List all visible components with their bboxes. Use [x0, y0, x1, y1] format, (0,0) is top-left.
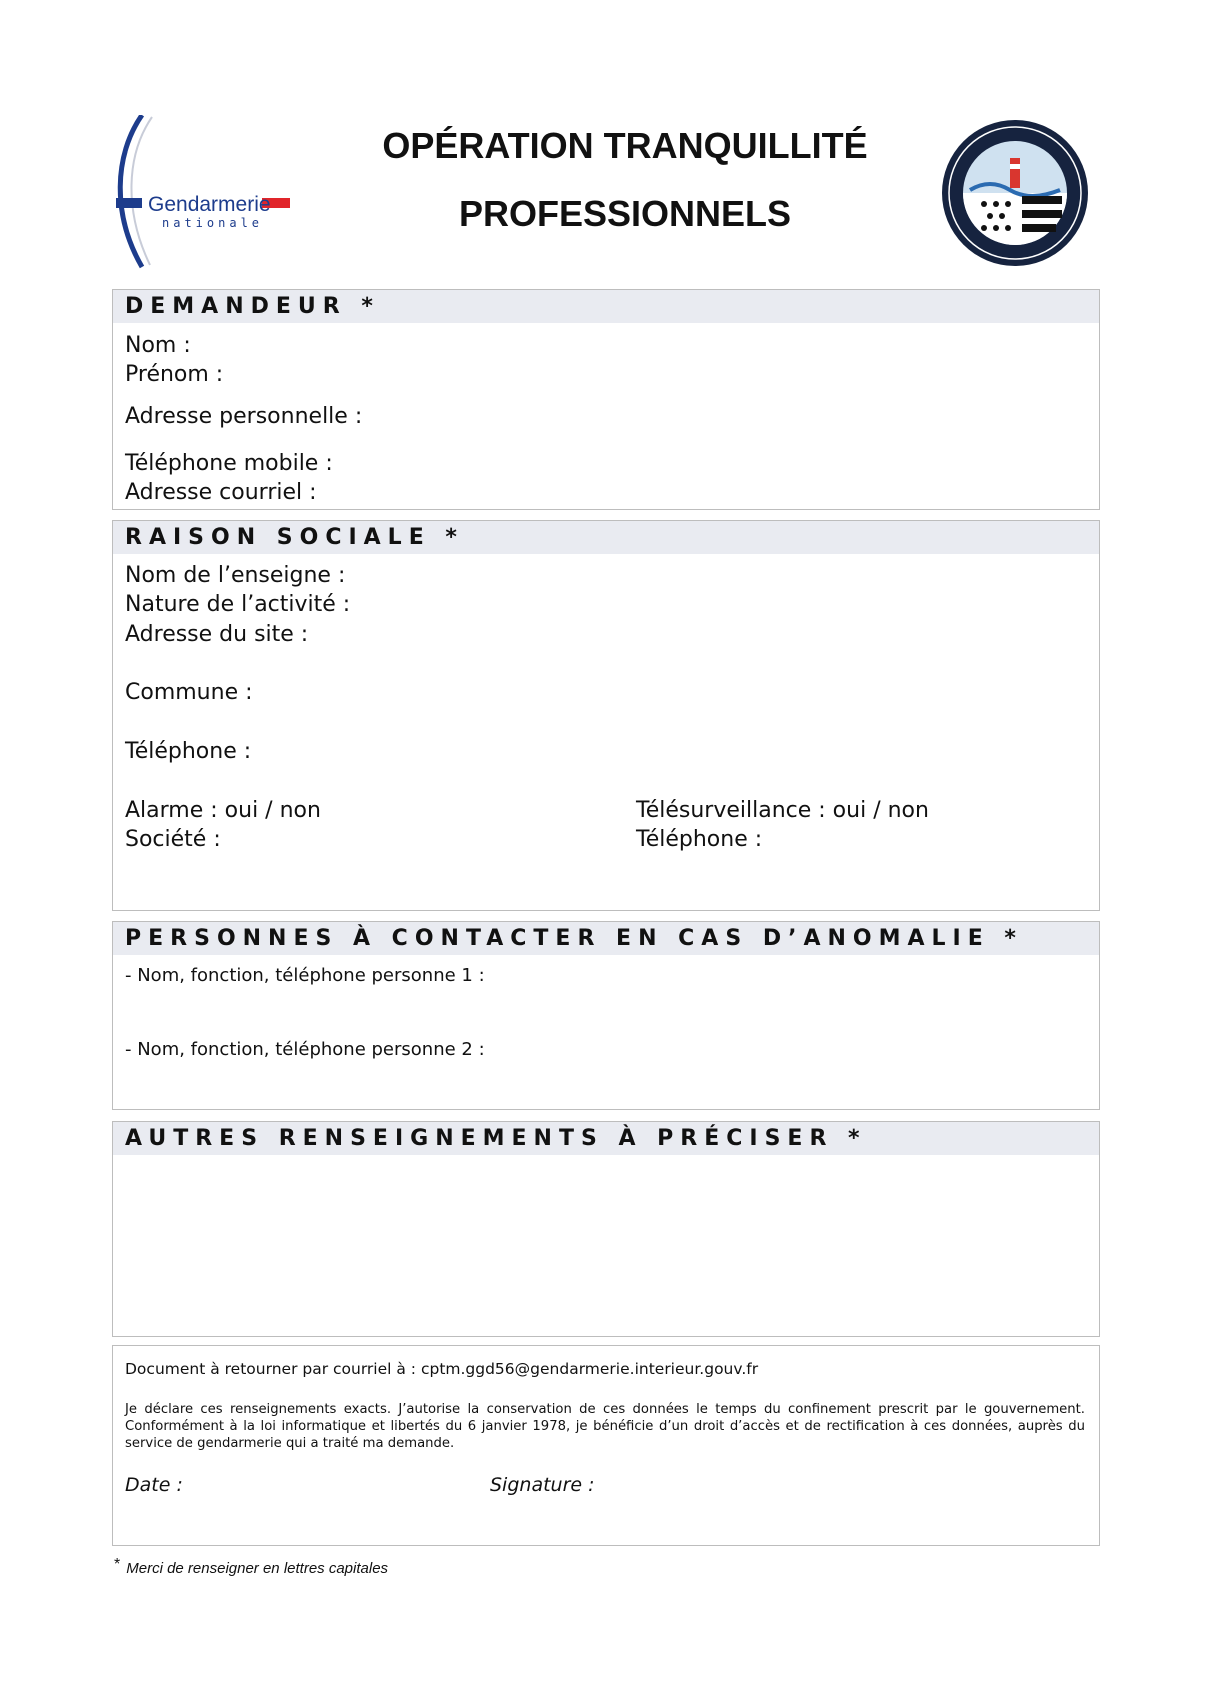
capital-letters-note	[114, 1556, 388, 1577]
signature-label: Signature :	[490, 1474, 595, 1496]
field-telephone-telesurveillance: Téléphone :	[636, 827, 763, 852]
field-alarme: Alarme : oui / non	[125, 798, 321, 823]
field-nom-enseigne: Nom de l’enseigne :	[125, 563, 346, 588]
section-heading: DEMANDEUR *	[113, 290, 1099, 323]
field-adresse-personnelle: Adresse personnelle :	[125, 404, 363, 429]
field-adresse-site: Adresse du site :	[125, 622, 309, 647]
return-address-text: Document à retourner par courriel à : cptm.ggd56@gendarmerie.interieur.gouv.fr	[125, 1360, 759, 1378]
section-contacts	[112, 921, 1100, 1110]
field-telephone-mobile: Téléphone mobile :	[125, 451, 333, 476]
field-adresse-courriel: Adresse courriel :	[125, 480, 317, 505]
section-heading: PERSONNES À CONTACTER EN CAS D’ANOMALIE *	[113, 922, 1099, 955]
departmental-seal-icon	[940, 118, 1090, 268]
section-autres-renseignements	[112, 1121, 1100, 1337]
field-nom: Nom :	[125, 333, 191, 358]
field-commune: Commune :	[125, 680, 253, 705]
page-title-line1: OPÉRATION TRANQUILLITÉ	[382, 125, 868, 166]
section-heading: RAISON SOCIALE *	[113, 521, 1099, 554]
gendarmerie-sub-text: nationale	[162, 216, 264, 230]
field-contact-person-1: - Nom, fonction, téléphone personne 1 :	[125, 965, 485, 986]
section-raison-sociale	[112, 520, 1100, 911]
declaration-text: Je déclare ces renseignements exacts. J’autorise la conservation de ces données le temps du confinement prescrit par le gouvernement. Conformément à la loi informatique et libertés du 6 janvier 1978, je bénéficie d’un droit d’accès et de rectification à ces données, auprès du service de gendarmerie qui a traité ma demande.	[125, 1402, 1085, 1451]
field-telephone: Téléphone :	[125, 739, 252, 764]
section-demandeur	[112, 289, 1100, 510]
date-label: Date :	[125, 1474, 183, 1496]
asterisk-icon: *	[114, 1556, 121, 1573]
field-telesurveillance: Télésurveillance : oui / non	[636, 798, 929, 823]
section-heading: AUTRES RENSEIGNEMENTS À PRÉCISER *	[113, 1122, 1099, 1155]
field-contact-person-2: - Nom, fonction, téléphone personne 2 :	[125, 1039, 485, 1060]
footer-box	[112, 1345, 1100, 1546]
note-text: Merci de renseigner en lettres capitales	[126, 1560, 389, 1577]
field-societe: Société :	[125, 827, 221, 852]
gendarmerie-brand-text: Gendarmerie	[148, 193, 271, 216]
field-prenom: Prénom :	[125, 362, 224, 387]
page-title-line2: PROFESSIONNELS	[458, 193, 792, 234]
field-nature-activite: Nature de l’activité :	[125, 592, 351, 617]
gendarmerie-logo	[112, 115, 302, 270]
